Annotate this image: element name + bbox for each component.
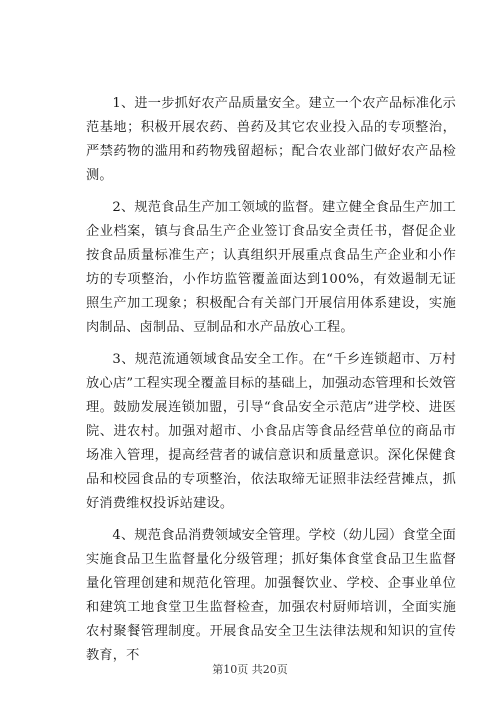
page-number-footer: 第10页 共20页	[212, 663, 288, 676]
paragraph-production-supervision: 2、规范食品生产加工领域的监督。建立健全食品生产加工企业档案，镇与食品生产企业签订食品安全责任书，督促企业按食品质量标准生产；认真组织开展重点食品生产企业和小作坊的专项整治，小作坊监管覆盖面达到100%，有效遏制无证照生产加工现象；积极配合有关部门开展信用体系建设，实施肉制品、卤制品、豆制品和水产品放心工程。	[86, 200, 456, 335]
document-body	[86, 92, 456, 676]
paragraph-consumption-safety: 4、规范食品消费领域安全管理。学校（幼儿园）食堂全面实施食品卫生监督量化分级管理；抓好集体食堂食品卫生监督量化管理创建和规范化管理。加强餐饮业、学校、企事业单位和建筑工地食堂卫生监督检查，加强农村厨师培训，全面实施农村聚餐管理制度。开展食品安全卫生法律法规和知识的宣传教育，不	[86, 528, 456, 663]
paragraph-agricultural-quality: 1、进一步抓好农产品质量安全。建立一个农产品标准化示范基地；积极开展农药、兽药及其它农业投入品的专项整治，严禁药物的滥用和药物残留超标；配合农业部门做好农产品检测。	[86, 96, 456, 183]
paragraph-circulation-safety: 3、规范流通领域食品安全工作。在“千乡连锁超市、万村放心店”工程实现全覆盖目标的基础上，加强动态管理和长效管理。鼓励发展连锁加盟，引导“食品安全示范店”进学校、进医院、进农村。加强对超市、小食品店等食品经营单位的商品市场准入管理，提高经营者的诚信意识和质量意识。深化保健食品和校园食品的专项整治，依法取缔无证照非法经营摊点，抓好消费维权投诉站建设。	[86, 352, 456, 511]
